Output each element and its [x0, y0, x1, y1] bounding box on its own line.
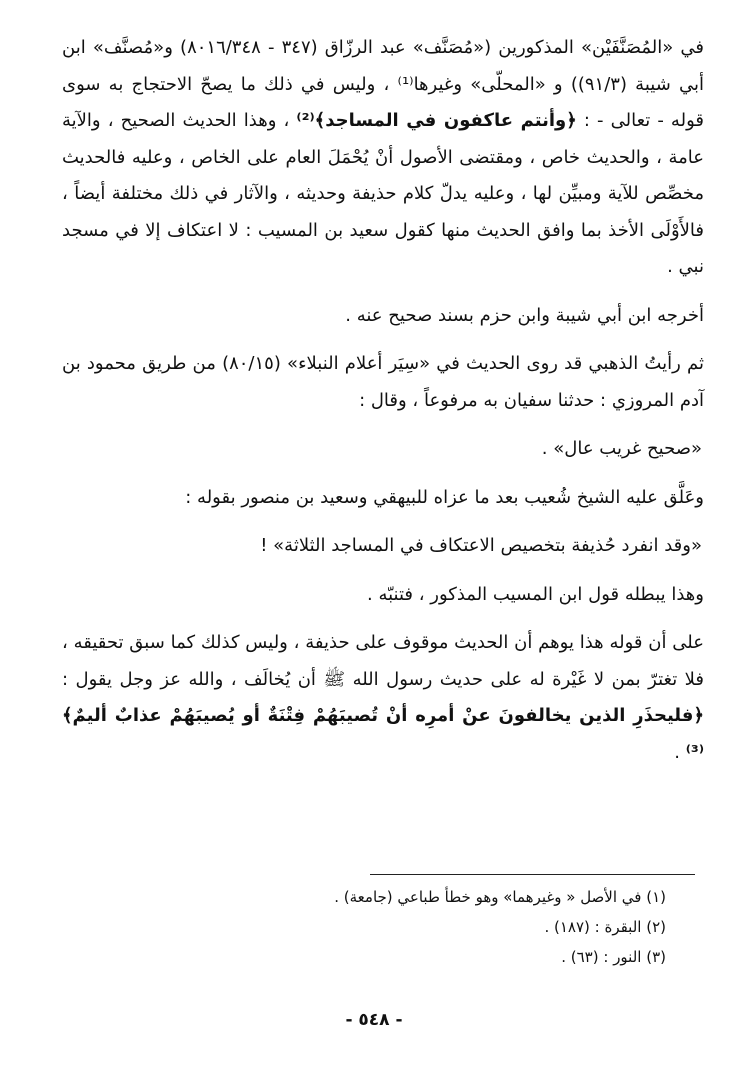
paragraph-8-end: . — [674, 741, 680, 763]
paragraph-1-text: في «المُصَنَّفَيْن» المذكورين («مُصَنَّف» عبد الرزّاق (٣٤٧ - ٨٠١٦/٣٤٨) و«مُصنَّف» ابن أبي شيبة (٩١/٣)) و «المحلّى» وغيرها⁽¹⁾ ، وليس في ذلك ما يصحّ الاحتجاج به سوى قوله - تعالى - : — [62, 37, 704, 131]
quote-dhahabi: «صحيح غريب عال» . — [541, 438, 702, 459]
page-number: - ٥٤٨ - — [345, 1010, 403, 1030]
footnotes — [62, 882, 666, 972]
footnote-2: (٢) البقرة : (١٨٧) . — [544, 918, 666, 936]
quran-verse-nur: ﴿فليحذَرِ الذين يخالفونَ عنْ أمرِه أنْ تُصيبَهُمْ فِتْنَةٌ أو يُصيبَهُمْ عذابٌ أليمٌ﴾⁽³⁾ — [62, 705, 704, 763]
paragraph-3: ثم رأيتُ الذهبي قد روى الحديث في «سِيَر أعلام النبلاء» (٨٠/١٥) من طريق محمود بن آدم المروزي : حدثنا سفيان به مرفوعاً ، وقال : — [62, 353, 704, 411]
footnote-1: (١) في الأصل « وغيرهما» وهو خطأ طباعي (جامعة) . — [334, 888, 666, 906]
quote-shuaib: «وقد انفرد حُذيفة بتخصيص الاعتكاف في المساجد الثلاثة» ! — [260, 535, 702, 556]
footnote-divider — [370, 874, 695, 875]
footnote-3: (٣) النور : (٦٣) . — [561, 948, 666, 966]
quran-verse-baqara: ﴿وأنتم عاكفون في المساجد﴾⁽²⁾ — [296, 110, 577, 131]
paragraph-8 — [62, 625, 704, 771]
paragraph-1 — [62, 30, 704, 286]
paragraph-2: أخرجه ابن أبي شيبة وابن حزم بسند صحيح عنه . — [345, 304, 704, 326]
paragraph-1-continuation: ، وهذا الحديث الصحيح ، والآية عامة ، والحديث خاص ، ومقتضى الأصول أنْ يُحْمَلَ العام على الخاص ، وعليه فالحديث مخصِّص للآية ومبيِّن لها ، وعليه يدلّ كلام حذيفة وحديثه ، والآثار في ذلك مختلفة أيضاً ، فالأَوْلَى الأخذ بما وافق الحديث منها كقول سعيد بن المسيب : لا اعتكاف إلا في مسجد نبي . — [62, 110, 704, 277]
main-text — [62, 30, 704, 783]
paragraph-5: وعَلَّق عليه الشيخ شُعيب بعد ما عزاه للبيهقي وسعيد بن منصور بقوله : — [185, 486, 704, 508]
paragraph-8-text: على أن قوله هذا يوهم أن الحديث موقوف على حذيفة ، وليس كذلك كما سبق تحقيقه ، فلا تغترّ بمن لا غَيْرة له على حديث رسول الله ﷺ أن يُخالَف ، والله عز وجل يقول : — [62, 632, 704, 690]
paragraph-7: وهذا يبطله قول ابن المسيب المذكور ، فتنبّه . — [367, 583, 704, 605]
